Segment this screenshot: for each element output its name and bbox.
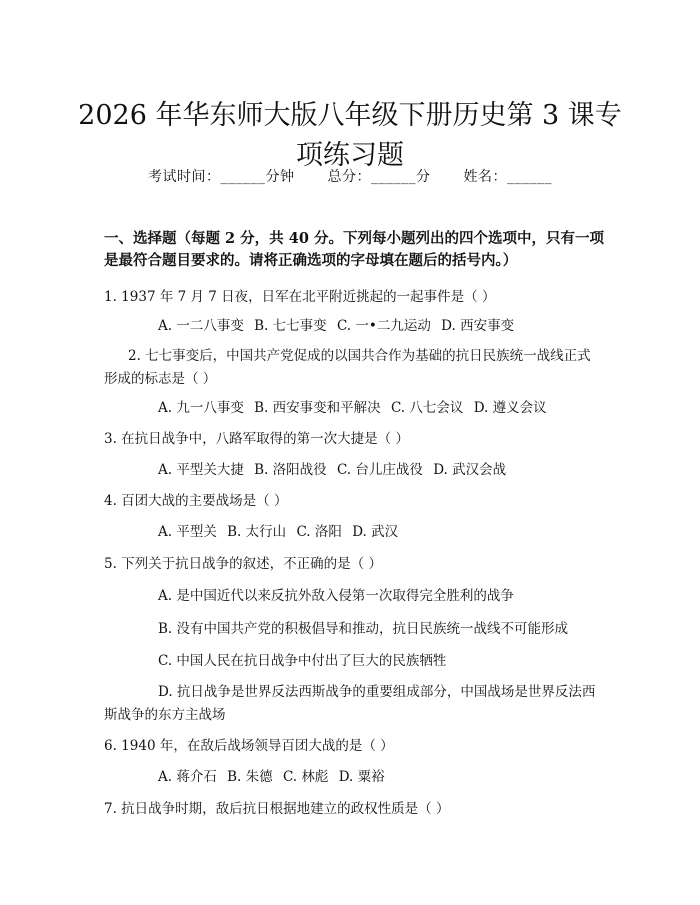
option-d: D. 武汉 [352, 524, 399, 540]
document-title [60, 96, 640, 176]
question-3: 3. 在抗日战争中，八路军取得的第一次大捷是（ ） [104, 431, 409, 447]
question-5-option-d: D. 抗日战争是世界反法西斯战争的重要组成部分，中国战场是世界反法西斯战争的东方主战场 [104, 684, 596, 723]
exam-info [0, 166, 700, 186]
option-d: D. 西安事变 [441, 318, 515, 334]
question-6-options [158, 767, 618, 787]
option-b: B. 洛阳战役 [254, 462, 327, 478]
option-b: B. 西安事变和平解决 [254, 400, 381, 416]
option-c: C. 林彪 [282, 769, 329, 785]
question-5-option-c: C. 中国人民在抗日战争中付出了巨大的民族牺牲 [158, 653, 447, 669]
question-1: 1. 1937 年 7 月 7 日夜，日军在北平附近挑起的一起事件是（ ） [104, 289, 496, 305]
question-5-option-b: B. 没有中国共产党的积极倡导和推动，抗日民族统一战线不可能形成 [158, 621, 569, 637]
question-5: 5. 下列关于抗日战争的叙述，不正确的是（ ） [104, 556, 382, 572]
question-4: 4. 百团大战的主要战场是（ ） [104, 493, 288, 509]
question-7: 7. 抗日战争时期，敌后抗日根据地建立的政权性质是（ ） [104, 801, 450, 817]
question-3-options [158, 460, 618, 480]
option-a: A. 九一八事变 [158, 400, 244, 416]
option-d: D. 武汉会战 [433, 462, 507, 478]
exam-time-field: 考试时间：______分钟 [148, 169, 295, 185]
option-d: D. 粟裕 [338, 769, 385, 785]
option-a: A. 平型关 [158, 524, 217, 540]
total-score-field: 总分：______分 [327, 169, 431, 185]
question-4-options [158, 522, 618, 542]
option-a: A. 蒋介石 [158, 769, 217, 785]
option-a: A. 一二八事变 [158, 318, 244, 334]
option-c: C. 台儿庄战役 [336, 462, 423, 478]
option-c: C. 洛阳 [296, 524, 342, 540]
option-b: B. 太行山 [227, 524, 287, 540]
question-2: 2. 七七事变后，中国共产党促成的以国共合作为基础的抗日民族统一战线正式形成的标志是（ ） [104, 348, 591, 387]
option-b: B. 朱德 [227, 769, 273, 785]
option-c: C. 一•二九运动 [336, 318, 431, 334]
question-1-options [158, 316, 618, 336]
option-d: D. 遵义会议 [473, 400, 547, 416]
option-a: A. 平型关大捷 [158, 462, 244, 478]
title-line-2: 项练习题 [296, 140, 404, 172]
title-line-1: 2026 年华东师大版八年级下册历史第 3 课专 [78, 100, 622, 132]
section-heading: 一、选择题（每题 2 分，共 40 分。下列每小题列出的四个选项中，只有一项是最符合题目要求的。请将正确选项的字母填在题后的括号内。） [104, 230, 604, 269]
question-2-options [158, 398, 618, 418]
option-c: C. 八七会议 [390, 400, 464, 416]
option-b: B. 七七事变 [254, 318, 327, 334]
student-name-field: 姓名：______ [463, 169, 552, 185]
question-6: 6. 1940 年，在敌后战场领导百团大战的是（ ） [104, 738, 394, 754]
question-5-option-a: A. 是中国近代以来反抗外敌入侵第一次取得完全胜利的战争 [158, 588, 514, 604]
